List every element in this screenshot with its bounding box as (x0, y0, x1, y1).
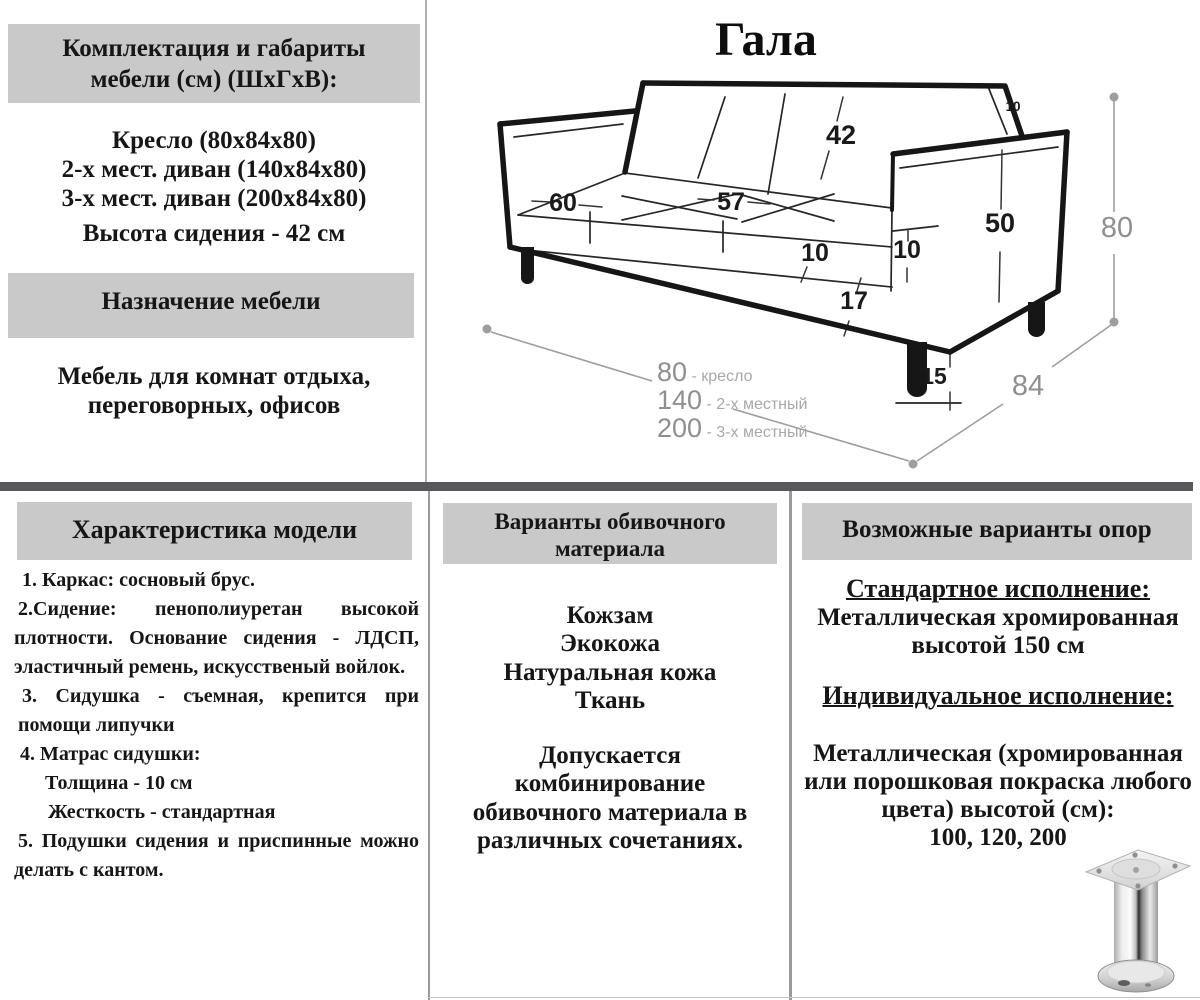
char-line: Толщина - 10 см (45, 772, 193, 794)
standard-line: высотой 150 см (911, 632, 1085, 659)
characteristics-header: Характеристика модели (17, 502, 412, 560)
upholstery-header (443, 503, 777, 564)
dim-seat-front: 10 (801, 239, 829, 267)
note-line: комбинирование (514, 770, 706, 798)
leg-plate-hole (1133, 867, 1139, 873)
char-line: 4. Матрас сидушки: (20, 743, 201, 765)
dim-width-2seat: 140 - 2-х местный (657, 385, 808, 415)
char-line: Жесткость - стандартная (48, 801, 276, 823)
supports-header: Возможные варианты опор (802, 503, 1192, 560)
sofa-inner-lines (514, 89, 1058, 403)
purpose-line1: Мебель для комнат отдыха, (57, 363, 371, 390)
dim-back-top: 10 (1005, 99, 1021, 114)
purpose-text (0, 362, 428, 420)
spec-item: 3-х мест. диван (200х84х80) (61, 185, 367, 212)
dim-arm-height: 50 (984, 208, 1016, 238)
dim-width-armchair: 80 - кресло (657, 357, 753, 387)
char-line: делать с кантом. (14, 859, 164, 881)
dim-total-height: 80 (1100, 212, 1134, 244)
chrome-leg-photo (1072, 842, 1200, 1000)
char-line: 2.Сидение: пенополиуретан высокой (18, 598, 419, 620)
individual-title: Индивидуальное исполнение: (822, 681, 1174, 710)
spec-item: Кресло (80х84х80) (112, 127, 316, 154)
individual-line: цвета) высотой (см): (881, 796, 1115, 823)
individual-line: или порошковая покраска любого (804, 768, 1192, 795)
bottom-right-divider (789, 491, 792, 1000)
leg-base-reflection (1118, 980, 1130, 986)
standard-line: Металлическая хромированная (817, 604, 1179, 631)
leg-base-reflection-2 (1145, 983, 1151, 987)
standard-description (796, 604, 1200, 660)
individual-description (796, 740, 1200, 852)
dim-arm-above-seat: 10 (893, 236, 921, 264)
top-vertical-divider (425, 0, 427, 483)
char-line: 3. Сидушка - съемная, крепится при (22, 685, 419, 707)
dim-seat-depth-left: 60 (549, 189, 577, 217)
spec-item: 2-х мест. диван (140х84х80) (61, 156, 367, 183)
bottom-left-divider (428, 491, 430, 1000)
dim-width-3seat: 200 - 3-х местный (657, 413, 808, 443)
individual-line: Металлическая (хромированная (813, 740, 1183, 767)
dim-back-height: 42 (825, 120, 857, 150)
char-line: 5. Подушки сидения и приспинные можно (18, 830, 419, 852)
specs-header (8, 24, 420, 103)
specs-header-line1: Комплектация и габариты (62, 35, 366, 62)
purpose-header: Назначение мебели (8, 273, 414, 338)
standard-title: Стандартное исполнение: (846, 574, 1150, 603)
dim-base: 17 (840, 287, 868, 315)
dim-total-depth: 84 (1011, 370, 1045, 402)
char-line: 1. Каркас: сосновый брус. (22, 569, 255, 591)
page-title: Гала (715, 13, 817, 66)
sofa-outline (500, 83, 1067, 352)
leg-base-dome (1107, 961, 1165, 983)
horizontal-divider-bar (0, 482, 1193, 491)
char-line: эластичный ремень, искусственый войлок. (14, 656, 406, 678)
material-item: Ткань (574, 686, 646, 714)
char-line: помощи липучки (18, 714, 175, 736)
specs-header-line2: мебели (см) (ШхГхВ): (90, 66, 338, 93)
characteristics-list (14, 566, 419, 885)
upholstery-header-line1: Варианты обивочного (494, 509, 726, 534)
note-line: обивочного материала в (472, 798, 748, 826)
material-item: Натуральная кожа (503, 658, 717, 686)
seat-height-note: Высота сидения - 42 см (82, 220, 346, 247)
specs-items (0, 126, 428, 213)
note-line: Допускается (539, 742, 681, 769)
materials-list (432, 602, 788, 715)
material-item: Кожзам (566, 602, 654, 629)
individual-line: 100, 120, 200 (929, 824, 1067, 851)
sofa-diagram (430, 0, 1200, 478)
note-line: различных сочетаниях. (477, 826, 743, 854)
dim-seat-depth-mid: 57 (717, 188, 745, 216)
upholstery-note (432, 742, 788, 855)
purpose-line2: переговорных, офисов (87, 392, 341, 419)
upholstery-header-line2: материала (554, 536, 666, 561)
char-line: плотности. Основание сидения - ЛДСП, (14, 627, 419, 649)
material-item: Экокожа (559, 630, 661, 658)
dim-leg-height: 15 (921, 363, 947, 389)
leg-cylinder (1114, 878, 1158, 970)
